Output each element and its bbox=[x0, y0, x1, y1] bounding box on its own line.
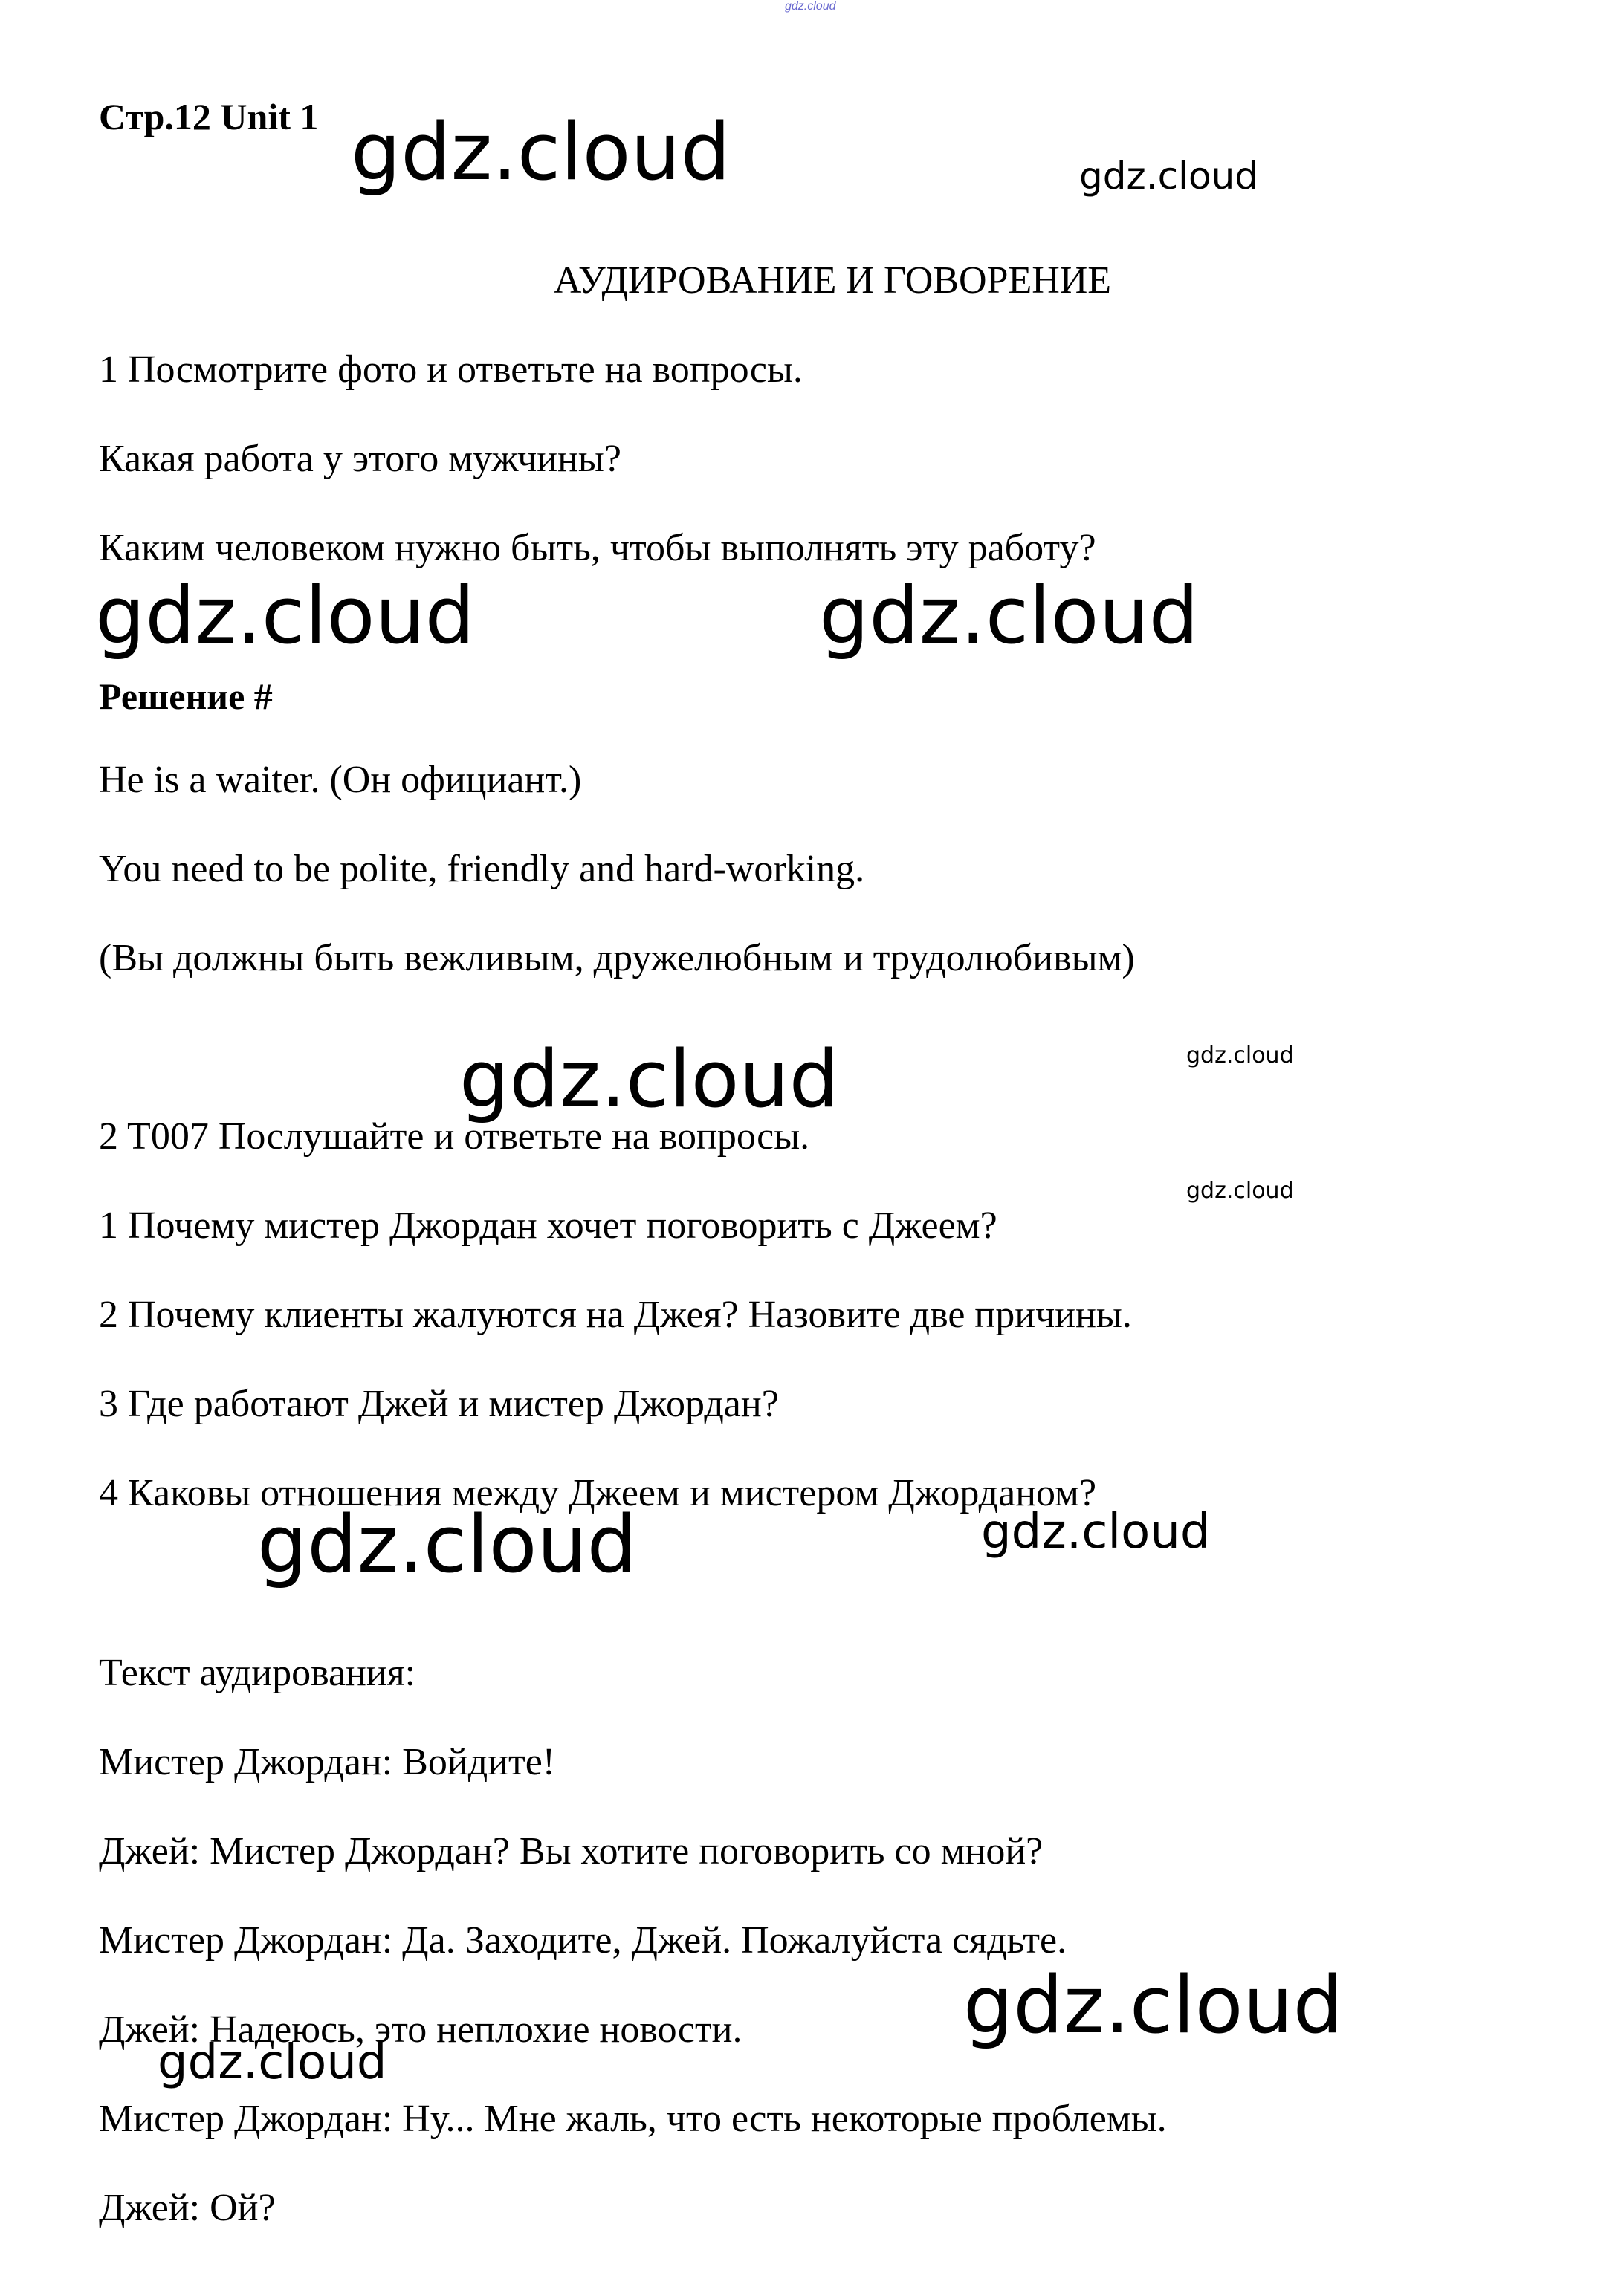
transcript-line: Джей: Ой? bbox=[99, 2187, 276, 2229]
task2-question-4: 4 Каковы отношения между Джеем и мистером Джорданом? bbox=[99, 1472, 1097, 1514]
solution-line-2: You need to be polite, friendly and hard-working. bbox=[99, 848, 865, 890]
transcript-line: Мистер Джордан: Войдите! bbox=[99, 1741, 556, 1783]
solution-heading: Решение # bbox=[99, 675, 273, 717]
watermark: gdz.cloud bbox=[1186, 1178, 1294, 1204]
solution-line-1: He is a waiter. (Он официант.) bbox=[99, 759, 582, 801]
watermark: gdz.cloud bbox=[981, 1505, 1211, 1560]
header-watermark: gdz.cloud bbox=[785, 0, 836, 13]
page-label: Стр.12 Unit 1 bbox=[99, 96, 319, 137]
watermark: gdz.cloud bbox=[459, 1034, 839, 1125]
task2-instruction: 2 T007 Послушайте и ответьте на вопросы. bbox=[99, 1115, 810, 1158]
task1-instruction: 1 Посмотрите фото и ответьте на вопросы. bbox=[99, 348, 803, 391]
transcript-line: Джей: Надеюсь, это неплохие новости. bbox=[99, 2008, 742, 2051]
watermark: gdz.cloud bbox=[257, 1499, 637, 1590]
section-title: АУДИРОВАНИЕ И ГОВОРЕНИЕ bbox=[553, 259, 1112, 302]
transcript-line: Джей: Мистер Джордан? Вы хотите поговорить со мной? bbox=[99, 1830, 1044, 1872]
solution-line-3: (Вы должны быть вежливым, дружелюбным и трудолюбивым) bbox=[99, 937, 1135, 979]
watermark: gdz.cloud bbox=[158, 2035, 387, 2090]
watermark: gdz.cloud bbox=[1079, 155, 1259, 198]
watermark: gdz.cloud bbox=[95, 570, 475, 661]
watermark: gdz.cloud bbox=[819, 570, 1199, 661]
watermark: gdz.cloud bbox=[351, 106, 731, 198]
watermark: gdz.cloud bbox=[1186, 1042, 1294, 1068]
transcript-heading: Текст аудирования: bbox=[99, 1652, 416, 1694]
task1-question-2: Каким человеком нужно быть, чтобы выполнять эту работу? bbox=[99, 527, 1096, 569]
transcript-line: Мистер Джордан: Да. Заходите, Джей. Пожалуйста сядьте. bbox=[99, 1919, 1067, 1962]
task2-question-3: 3 Где работают Джей и мистер Джордан? bbox=[99, 1383, 779, 1425]
task2-question-2: 2 Почему клиенты жалуются на Джея? Назовите две причины. bbox=[99, 1294, 1132, 1336]
watermark: gdz.cloud bbox=[963, 1959, 1343, 2051]
transcript-line: Мистер Джордан: Ну... Мне жаль, что есть некоторые проблемы. bbox=[99, 2098, 1167, 2140]
task2-question-1: 1 Почему мистер Джордан хочет поговорить с Джеем? bbox=[99, 1204, 997, 1247]
task1-question-1: Какая работа у этого мужчины? bbox=[99, 438, 621, 480]
